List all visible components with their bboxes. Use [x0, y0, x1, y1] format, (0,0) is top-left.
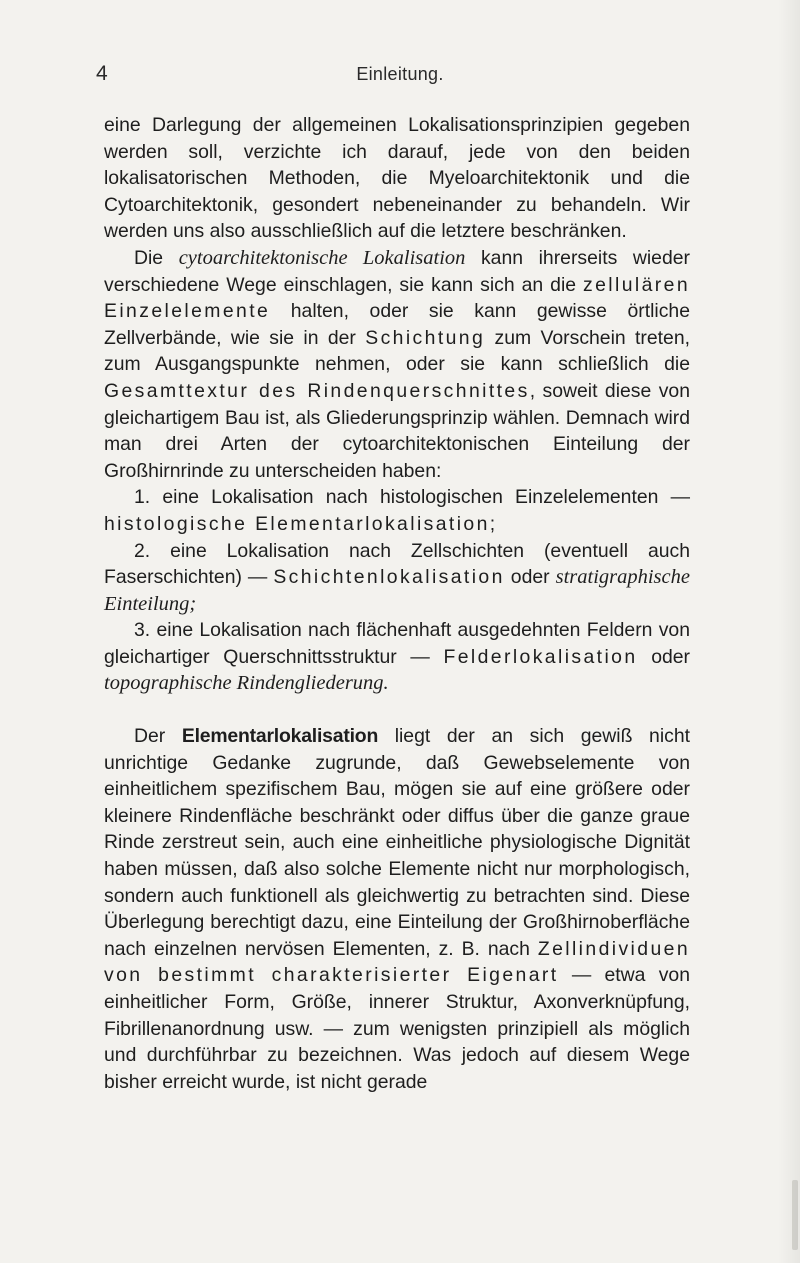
list-item-3 — [104, 617, 690, 697]
paragraph-3 — [104, 723, 690, 1095]
list-item-2-term: Schichtenlokalisation — [273, 566, 505, 589]
list-item-2-connector: oder — [504, 566, 556, 589]
p2-spaced-1: zellulären Einzelelemente — [104, 273, 690, 323]
list-item-1-text: 1. eine Lokalisation nach histologischen Einzelelementen — — [134, 486, 690, 509]
p2-spaced-2: Schichtung — [365, 326, 486, 349]
running-head: Einleitung. — [356, 64, 444, 84]
p3-spaced-1: Zellindividuen von bestimmt charakterisierter Eigenart — [104, 937, 690, 987]
p3-text-2: liegt der an sich gewiß nicht unrichtige Gedanke zugrunde, daß Gewebselemente von einheitlichem spezifischem Bau, mögen sie auf eine größere oder kleinere Rindenfläche beschränkt oder diffus über die ganze graue Rinde zerstreut sein, auch eine einheitliche physiologische Dignität haben müssen, daß also solche Elemente nicht nur morphologisch, sondern auch funktionell als gleichwertig zu betrachten sind. Diese Überlegung berechtigt dazu, eine Einteilung der Großhirnoberfläche nach einzelnen nervösen Elementen, z. B. nach — [104, 725, 690, 960]
page-edge-mark — [792, 1180, 798, 1250]
p3-text-1: Der — [134, 725, 182, 748]
paragraph-1 — [104, 112, 690, 245]
list-item-2 — [104, 538, 690, 618]
p2-emphasis-cytoarch: cytoarchitektonische Lokalisation — [178, 246, 466, 269]
page-edge-shadow — [778, 0, 800, 1263]
p2-text-3: halten, oder sie kann gewisse örtliche Zellverbände, wie sie in der — [104, 300, 690, 349]
list-item-3-text: 3. eine Lokalisation nach flächenhaft ausgedehnten Feldern von gleichartiger Querschnittsstruktur — — [104, 619, 690, 668]
p2-text-2: kann ihrerseits wieder verschiedene Wege einschlagen, sie kann sich an die — [104, 246, 690, 296]
list-item-3-connector: oder — [637, 645, 691, 668]
paragraph-2 — [104, 245, 690, 484]
p2-text-4: zum Vorschein treten, zum Ausgangspunkte nehmen, oder sie kann schließlich die — [104, 326, 690, 376]
list-item-2-italic-term: stratigraphische Einteilung; — [104, 566, 690, 615]
list-item-2-text: 2. eine Lokalisation nach Zellschichten (eventuell auch Faserschichten) — — [104, 539, 690, 589]
list-item-1-end: ; — [489, 512, 496, 535]
p2-text-5: , soweit diese von gleichartigem Bau ist, als Gliederungsprinzip wählen. Demnach wird man drei Arten der cytoarchitektonischen Einteilung der Großhirnrinde zu unterscheiden haben: — [104, 379, 690, 482]
p2-spaced-3: Gesamttextur des Rindenquerschnittes — [104, 379, 530, 402]
body-text — [104, 112, 690, 1095]
page-number: 4 — [96, 62, 108, 85]
list-item-1 — [104, 484, 690, 537]
p2-text-1: Die — [134, 246, 179, 269]
list-item-3-term: Felderlokalisation — [443, 645, 638, 668]
list-item-3-italic-term: topographische Rindengliederung. — [104, 672, 389, 695]
page-header — [0, 62, 800, 92]
paragraph-1-text: eine Darlegung der allgemeinen Lokalisationsprinzipien gegeben werden soll, verzichte ich darauf, jede von den beiden lokalisatorischen Methoden, die Myeloarchitektonik und die Cytoarchitektonik, gesondert nebeneinander zu behandeln. Wir werden uns also ausschließlich auf die letztere beschränken. — [104, 114, 690, 243]
list-item-1-term: histologische Elementarlokalisation — [104, 512, 490, 535]
p3-text-3: — etwa von einheitlicher Form, Größe, innerer Struktur, Axonverknüpfung, Fibrillenanordnung usw. — zum wenigsten prinzipiell als möglich und durchführbar zu bezeichnen. Was jedoch auf diesem Wege bisher erreicht wurde, ist nicht gerade — [104, 964, 690, 1093]
p3-bold-term: Elementarlokalisation — [181, 725, 379, 748]
